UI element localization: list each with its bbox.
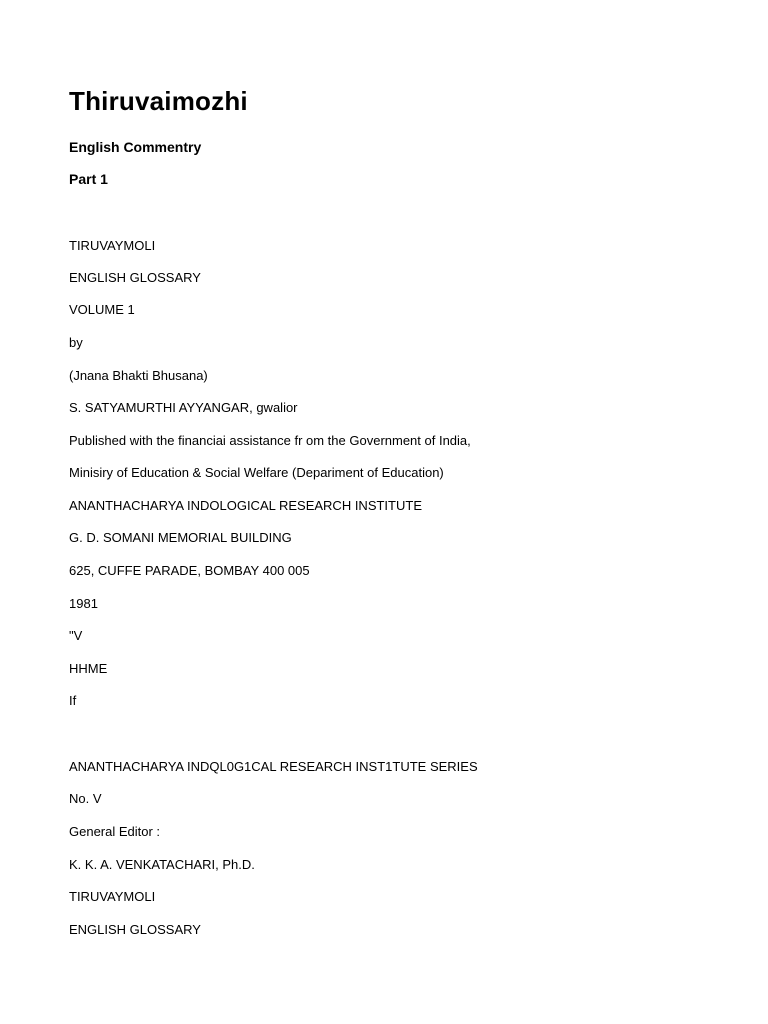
text-line: K. K. A. VENKATACHARI, Ph.D. [69, 857, 255, 872]
text-line: ENGLISH GLOSSARY [69, 270, 201, 285]
text-line: Published with the financiai assistance fr om the Government of India, [69, 433, 471, 448]
text-line: TIRUVAYMOLI [69, 238, 156, 253]
text-line: S. SATYAMURTHI AYYANGAR, gwalior [69, 400, 298, 415]
text-line: HHME [69, 661, 108, 676]
text-line: ANANTHACHARYA INDOLOGICAL RESEARCH INSTITUTE [69, 498, 422, 513]
text-line: VOLUME 1 [69, 302, 135, 317]
text-line: If [69, 693, 77, 708]
text-line: 625, CUFFE PARADE, BOMBAY 400 005 [69, 563, 310, 578]
text-line: No. V [69, 791, 102, 806]
text-line: Minisiry of Education & Social Welfare (Depariment of Education) [69, 465, 444, 480]
text-line: G. D. SOMANI MEMORIAL BUILDING [69, 530, 292, 545]
text-line: General Editor : [69, 824, 161, 839]
document-title: Thiruvaimozhi [69, 86, 248, 116]
document-part: Part 1 [69, 171, 108, 187]
text-line: TIRUVAYMOLI [69, 889, 156, 904]
text-line: "V [69, 628, 83, 643]
document-subtitle: English Commentry [69, 139, 202, 155]
text-line: (Jnana Bhakti Bhusana) [69, 368, 208, 383]
text-line: 1981 [69, 596, 98, 611]
text-line: by [69, 335, 83, 350]
text-line: ENGLISH GLOSSARY [69, 922, 201, 937]
text-line: ANANTHACHARYA INDQL0G1CAL RESEARCH INST1TUTE SERIES [69, 759, 478, 774]
